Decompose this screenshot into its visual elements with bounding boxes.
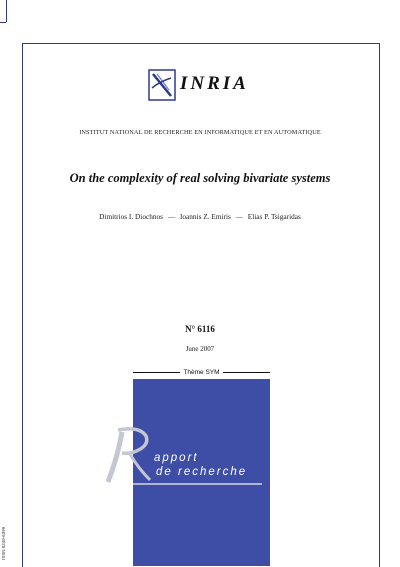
paper-title: On the complexity of real solving bivariate systems — [69, 171, 331, 185]
inria-wordmark: INRIA — [180, 73, 249, 94]
authors-line — [0, 212, 400, 221]
rapport-r-logo-icon — [104, 424, 154, 486]
theme-label: Thème SYM — [183, 368, 220, 376]
author-separator: — — [235, 212, 243, 221]
institute-name: INSTITUT NATIONAL DE RECHERCHE EN INFORMATIQUE ET EN AUTOMATIQUE — [79, 129, 321, 136]
issn-label: ISSN 0249-6399 — [1, 526, 6, 560]
author-3: Elias P. Tsigaridas — [247, 212, 301, 221]
author-2: Ioannis Z. Emiris — [179, 212, 231, 221]
crop-mark-horizontal — [0, 22, 6, 23]
author-1: Dimitrios I. Diochnos — [99, 212, 163, 221]
report-underline — [133, 483, 262, 485]
report-number: N° 6116 — [185, 324, 215, 334]
report-label-line-1: apport — [154, 452, 199, 464]
theme-label-row — [133, 367, 270, 377]
theme-rule-right — [223, 372, 270, 373]
theme-rule-left — [133, 372, 180, 373]
author-separator: — — [167, 212, 176, 221]
crop-mark-vertical — [6, 0, 7, 22]
report-label-line-2: de recherche — [156, 466, 248, 478]
report-date: June 2007 — [185, 345, 215, 353]
